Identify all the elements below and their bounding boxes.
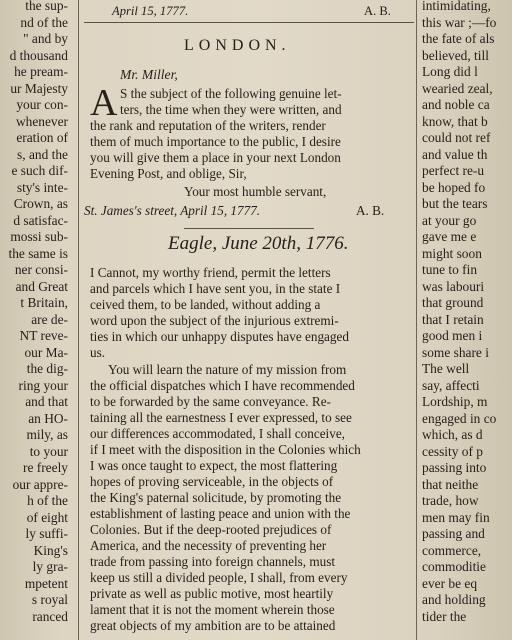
side-text-line: wearied zeal,	[422, 80, 493, 96]
side-text-line: ur Majesty	[10, 80, 68, 96]
side-text-line: know, that b	[422, 113, 488, 129]
side-text-line: perfect re-u	[422, 163, 485, 178]
letter-line: Colonies. But if the deep-rooted prejudices of	[90, 522, 332, 537]
header-date: April 15, 1777.	[112, 4, 189, 18]
side-text-line: NT reve-	[19, 328, 68, 343]
intro-sign-initials: A. B.	[356, 203, 385, 218]
side-text-line: could not ref	[422, 130, 491, 145]
side-text-line: believed, till	[422, 47, 489, 63]
letter-line: ceived them, to be landed, without adding a	[90, 297, 321, 312]
side-text-line: this war ;—fo	[422, 14, 497, 30]
side-text-line: commoditie	[422, 559, 486, 574]
letter-line: You will learn the nature of my mission from	[108, 362, 347, 377]
side-text-line: your con-	[16, 97, 68, 112]
side-text-line: our appre-	[12, 476, 68, 492]
side-text-line: are de-	[31, 311, 68, 327]
section-heading: LONDON.	[184, 37, 291, 54]
side-text-line: that I retain	[422, 311, 484, 327]
side-text-line: Long did l	[422, 64, 478, 79]
side-text-line: eration of	[16, 130, 68, 145]
side-text-line: the dig-	[26, 361, 68, 376]
side-text-line: intimidating,	[422, 0, 491, 13]
side-text-line: d thousand	[9, 47, 68, 63]
side-text-line: nd of the	[20, 14, 68, 30]
letter-dateline: Eagle, June 20th, 1776.	[168, 233, 349, 254]
side-text-line: be hoped fo	[422, 179, 486, 195]
letter-line: us.	[90, 345, 106, 360]
side-text-line: an HO-	[28, 410, 68, 426]
letter-line: great objects of my ambition are to be attained	[90, 618, 336, 633]
side-text-line: might soon	[422, 245, 482, 261]
letter-line: if I meet with the disposition in the Colonies which	[90, 442, 361, 457]
intro-line: S the subject of the following genuine let-	[120, 86, 342, 101]
side-text-line: ranced	[32, 608, 68, 624]
side-text-line: cessity of p	[422, 443, 483, 459]
side-text-line: s royal	[31, 592, 68, 607]
section-divider	[184, 228, 314, 229]
intro-line: Evening Post, and oblige, Sir,	[90, 166, 247, 181]
side-text-line: and holding	[422, 592, 486, 607]
side-text-line: that neithe	[422, 476, 479, 492]
side-text-line: s, and the	[17, 146, 68, 162]
side-text-line: he pream-	[14, 64, 68, 79]
column-rule-left	[78, 0, 79, 640]
intro-sign-place: St. James's street, April 15, 1777.	[84, 203, 261, 218]
letter-line: I was once taught to expect, the most flattering	[90, 458, 338, 473]
side-text-line: and Great	[15, 278, 68, 294]
side-text-line: " and by	[23, 31, 68, 46]
side-text-line: sty's inte-	[16, 179, 68, 195]
letter-line: ties in which our unhappy disputes have engaged	[90, 329, 349, 344]
intro-line: the rank and reputation of the writers, render	[90, 118, 326, 133]
side-text-line: ner consi-	[14, 262, 68, 277]
side-text-line: whenever	[15, 113, 68, 129]
letter-line: America, and the necessity of preventing her	[90, 538, 327, 553]
side-text-line: ever be eq	[422, 575, 478, 591]
side-text-line: which, as d	[422, 427, 483, 442]
side-text-line: the same is	[8, 245, 68, 261]
left-column	[0, 0, 72, 640]
letter-line: trade from passing into foreign channels, must	[90, 554, 336, 569]
letter-line: keep us still a divided people, I shall, from every	[90, 570, 348, 585]
side-text-line: commerce,	[422, 542, 482, 558]
side-text-line: Crown, as	[13, 196, 68, 211]
side-text-line: The well	[422, 361, 470, 376]
letter-line: establishment of lasting peace and union with the	[90, 506, 351, 521]
side-text-line: engaged in co	[422, 410, 497, 426]
side-text-line: h of the	[27, 493, 68, 508]
letter-line: the King's paternal solicitude, by promoting the	[90, 490, 342, 505]
side-text-line: ly gra-	[32, 559, 68, 574]
side-text-line: good men i	[422, 328, 483, 343]
side-text-line: passing into	[422, 460, 487, 475]
letter-line: private as well as public motive, most heartily	[90, 586, 334, 601]
side-text-line: King's	[33, 542, 68, 558]
letter-line: lament that it is not the moment wherein those	[90, 602, 335, 617]
side-text-line: at your go	[422, 212, 477, 228]
header-initials: A. B.	[364, 4, 391, 18]
letter-line: and parcels which I have sent you, in the state I	[90, 281, 341, 296]
side-text-line: e such dif-	[11, 163, 68, 178]
side-text-line: t Britain,	[20, 295, 68, 310]
side-text-line: our Ma-	[24, 344, 68, 360]
side-text-line: of eight	[26, 509, 68, 525]
letter-salutation: Mr. Miller,	[120, 67, 178, 82]
column-rule-right	[416, 0, 417, 640]
center-column	[84, 0, 414, 640]
side-text-line: say, affecti	[422, 377, 480, 393]
header-divider	[84, 22, 414, 23]
side-text-line: tider the	[422, 608, 467, 624]
side-text-line: trade, how	[422, 493, 479, 508]
letter-line: to be forwarded by the same conveyance. Re-	[90, 394, 331, 409]
side-text-line: to your	[29, 443, 68, 459]
side-text-line: mpetent	[24, 575, 68, 591]
letter-line: taining all the earnestness I ever expressed, to see	[90, 410, 352, 425]
side-text-line: gave me e	[422, 229, 477, 244]
letter-line: hopes of proving serviceable, in the objects of	[90, 474, 334, 489]
side-text-line: the sup-	[25, 0, 68, 13]
side-text-line: and that	[25, 394, 68, 409]
side-text-line: passing and	[422, 526, 485, 541]
letter-line: our differences accommodated, I shall conceive,	[90, 426, 345, 441]
side-text-line: Lordship, m	[422, 394, 488, 409]
side-text-line: tune to fin	[422, 262, 478, 277]
side-text-line: d satisfac-	[13, 212, 68, 228]
side-text-line: men may fin	[422, 509, 490, 525]
intro-line: you will give them a place in your next London	[90, 150, 341, 165]
letter-line: I Cannot, my worthy friend, permit the letters	[90, 265, 331, 280]
letter-line: the official dispatches which I have recommended	[90, 378, 355, 393]
side-text-line: some share i	[422, 344, 489, 360]
intro-closing: Your most humble servant,	[184, 184, 327, 199]
intro-line: them of much importance to the public, I desire	[90, 134, 341, 149]
side-text-line: that ground	[422, 295, 484, 310]
drop-cap: A	[90, 82, 118, 124]
side-text-line: was labouri	[422, 278, 485, 294]
side-text-line: mily, as	[26, 427, 68, 442]
side-text-line: ring your	[18, 377, 68, 393]
side-text-line: ly suffi-	[25, 526, 68, 541]
side-text-line: re freely	[23, 460, 68, 475]
side-text-line: and noble ca	[422, 97, 490, 112]
side-text-line: mossi sub-	[10, 229, 68, 244]
letter-line: word upon the subject of the injurious extremi-	[90, 313, 339, 328]
intro-line: ters, the time when they were written, and	[120, 102, 342, 117]
side-text-line: the fate of als	[422, 31, 495, 46]
side-text-line: but the tears	[422, 196, 488, 211]
right-column	[420, 0, 512, 640]
side-text-line: and value th	[422, 146, 488, 162]
